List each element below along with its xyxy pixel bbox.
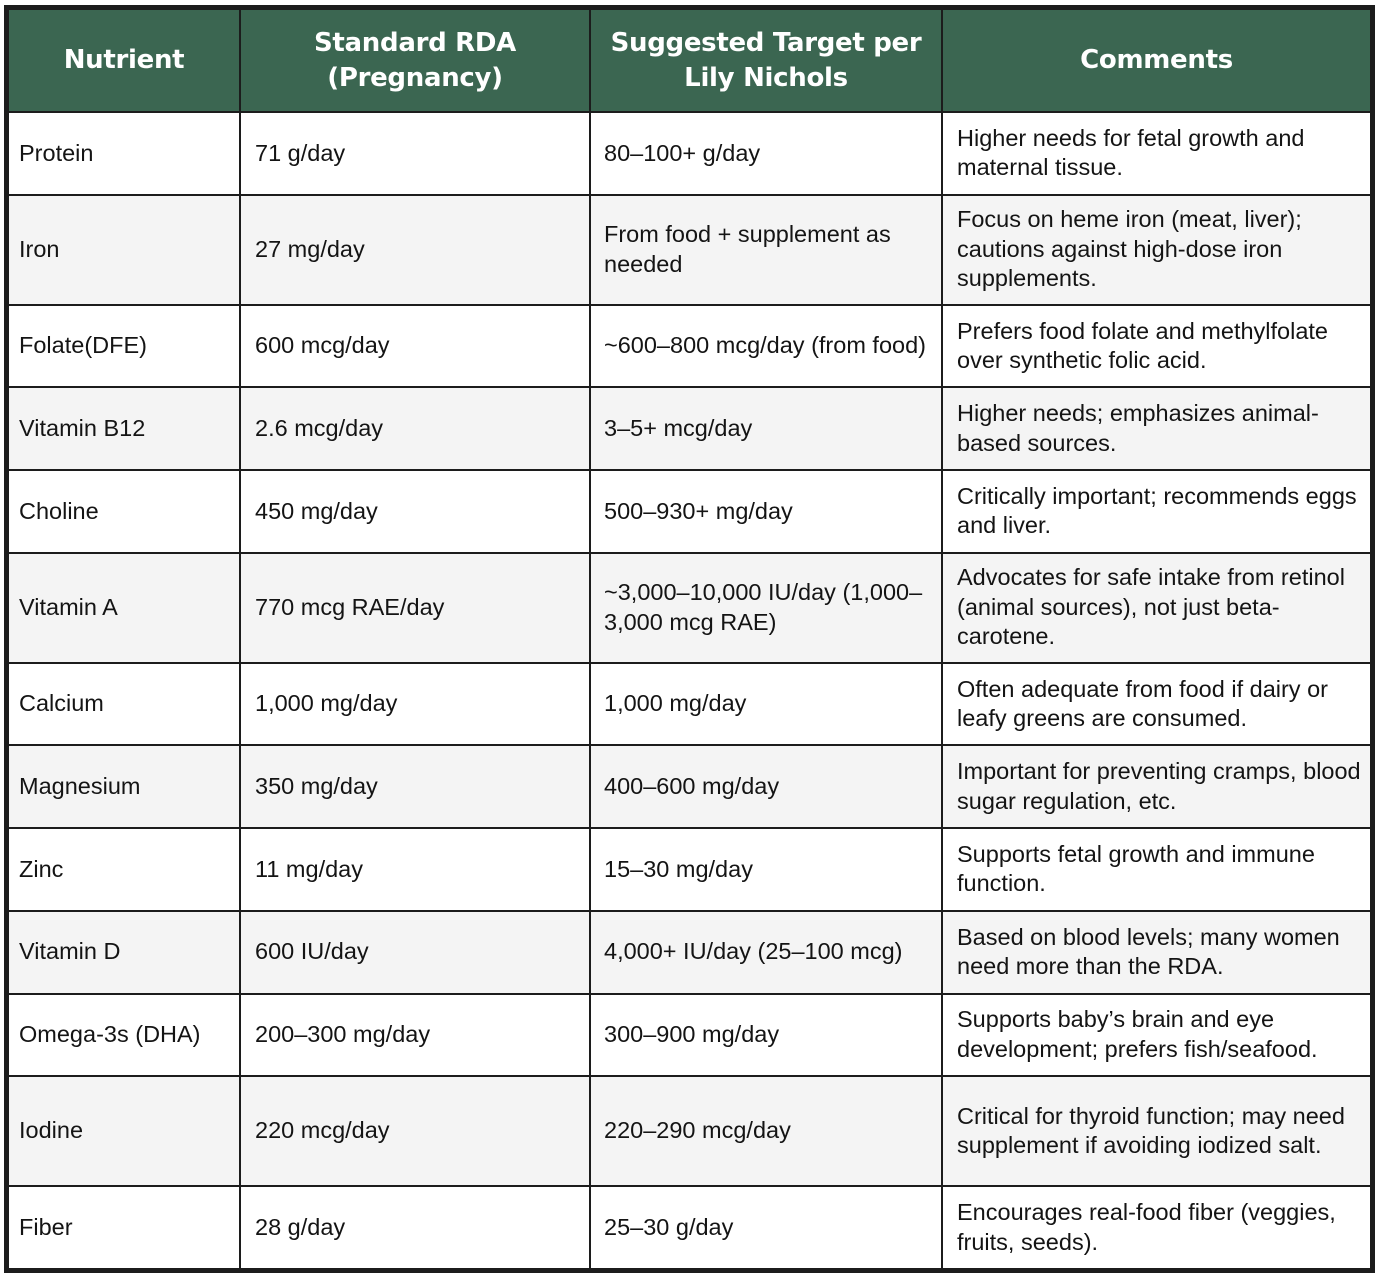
cell-target: 4,000+ IU/day (25–100 mcg) <box>591 912 941 993</box>
table-row <box>9 388 1370 469</box>
table-row <box>9 471 1370 552</box>
cell-target: 1,000 mg/day <box>591 664 941 745</box>
cell-comments: Important for preventing cramps, blood sugar regulation, etc. <box>943 746 1370 827</box>
nutrient-comparison-table <box>7 8 1372 1270</box>
cell-comments: Supports fetal growth and immune function. <box>943 829 1370 910</box>
cell-comments: Encourages real-food fiber (veggies, fruits, seeds). <box>943 1187 1370 1268</box>
cell-nutrient: Iron <box>9 196 239 304</box>
cell-rda: 71 g/day <box>241 113 589 194</box>
table-row <box>9 912 1370 993</box>
header-comments: Comments <box>943 10 1370 111</box>
cell-nutrient: Magnesium <box>9 746 239 827</box>
cell-rda: 600 IU/day <box>241 912 589 993</box>
cell-comments: Critical for thyroid function; may need supplement if avoiding iodized salt. <box>943 1077 1370 1185</box>
cell-comments: Based on blood levels; many women need more than the RDA. <box>943 912 1370 993</box>
header-suggested-target: Suggested Target per Lily Nichols <box>591 10 941 111</box>
table-row <box>9 995 1370 1076</box>
cell-nutrient: Choline <box>9 471 239 552</box>
table-row <box>9 1077 1370 1185</box>
cell-target: 25–30 g/day <box>591 1187 941 1268</box>
cell-target: 500–930+ mg/day <box>591 471 941 552</box>
cell-target: From food + supplement as needed <box>591 196 941 304</box>
cell-nutrient: Vitamin A <box>9 554 239 662</box>
cell-target: 400–600 mg/day <box>591 746 941 827</box>
cell-comments: Advocates for safe intake from retinol (animal sources), not just beta-carotene. <box>943 554 1370 662</box>
cell-nutrient: Zinc <box>9 829 239 910</box>
table-row <box>9 113 1370 194</box>
header-standard-rda: Standard RDA (Pregnancy) <box>241 10 589 111</box>
cell-comments: Often adequate from food if dairy or leafy greens are consumed. <box>943 664 1370 745</box>
cell-target: 300–900 mg/day <box>591 995 941 1076</box>
cell-nutrient: Omega-3s (DHA) <box>9 995 239 1076</box>
table-row <box>9 554 1370 662</box>
cell-nutrient: Vitamin D <box>9 912 239 993</box>
cell-target: 15–30 mg/day <box>591 829 941 910</box>
cell-nutrient: Iodine <box>9 1077 239 1185</box>
cell-nutrient: Vitamin B12 <box>9 388 239 469</box>
cell-target: 80–100+ g/day <box>591 113 941 194</box>
cell-comments: Prefers food folate and methylfolate over synthetic folic acid. <box>943 306 1370 387</box>
cell-comments: Higher needs for fetal growth and maternal tissue. <box>943 113 1370 194</box>
table-row <box>9 306 1370 387</box>
cell-rda: 600 mcg/day <box>241 306 589 387</box>
cell-rda: 350 mg/day <box>241 746 589 827</box>
table-row <box>9 1187 1370 1268</box>
table-header-row <box>9 10 1370 111</box>
cell-target: 3–5+ mcg/day <box>591 388 941 469</box>
cell-rda: 28 g/day <box>241 1187 589 1268</box>
table-row <box>9 746 1370 827</box>
cell-nutrient: Protein <box>9 113 239 194</box>
cell-rda: 770 mcg RAE/day <box>241 554 589 662</box>
cell-rda: 200–300 mg/day <box>241 995 589 1076</box>
cell-nutrient: Fiber <box>9 1187 239 1268</box>
cell-comments: Higher needs; emphasizes animal-based sources. <box>943 388 1370 469</box>
table-row <box>9 664 1370 745</box>
cell-rda: 220 mcg/day <box>241 1077 589 1185</box>
cell-rda: 2.6 mcg/day <box>241 388 589 469</box>
header-nutrient: Nutrient <box>9 10 239 111</box>
cell-rda: 27 mg/day <box>241 196 589 304</box>
cell-nutrient: Folate(DFE) <box>9 306 239 387</box>
table-row <box>9 196 1370 304</box>
table-row <box>9 829 1370 910</box>
cell-comments: Supports baby’s brain and eye development; prefers fish/seafood. <box>943 995 1370 1076</box>
cell-rda: 450 mg/day <box>241 471 589 552</box>
cell-comments: Critically important; recommends eggs and liver. <box>943 471 1370 552</box>
cell-comments: Focus on heme iron (meat, liver); cautions against high-dose iron supplements. <box>943 196 1370 304</box>
cell-target: ~600–800 mcg/day (from food) <box>591 306 941 387</box>
nutrient-comparison-table-wrapper <box>4 5 1375 1273</box>
cell-rda: 11 mg/day <box>241 829 589 910</box>
cell-target: ~3,000–10,000 IU/day (1,000–3,000 mcg RAE) <box>591 554 941 662</box>
cell-rda: 1,000 mg/day <box>241 664 589 745</box>
cell-nutrient: Calcium <box>9 664 239 745</box>
cell-target: 220–290 mcg/day <box>591 1077 941 1185</box>
